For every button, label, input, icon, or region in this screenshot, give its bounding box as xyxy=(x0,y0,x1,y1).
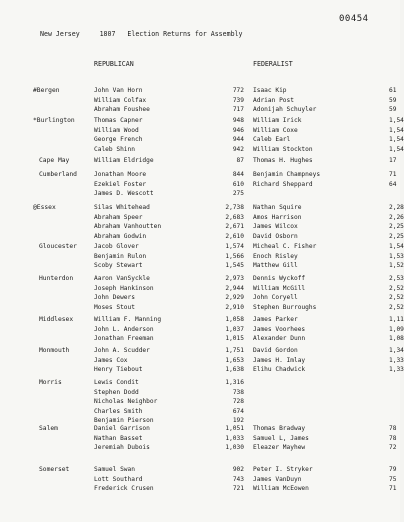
republican-votes: 1,015 xyxy=(225,335,244,342)
republican-candidate: Caleb Shinn xyxy=(94,145,135,153)
republican-votes: 275 xyxy=(232,190,244,197)
county-name: Gloucester xyxy=(39,243,77,250)
republican-votes: 1,653 xyxy=(225,356,244,364)
republican-votes: 1,058 xyxy=(225,316,244,323)
federalist-votes: 72 xyxy=(389,444,397,451)
county-name: Monmouth xyxy=(39,347,70,354)
federalist-candidate: David Osborn xyxy=(253,232,298,240)
return-row xyxy=(0,252,404,261)
return-row xyxy=(0,417,400,425)
republican-candidate: Abraham Vanhoutten xyxy=(94,223,162,230)
republican-candidate: William Colfax xyxy=(94,96,147,104)
return-row xyxy=(0,325,404,334)
return-row xyxy=(0,97,400,105)
republican-candidate: Lott Southard xyxy=(94,475,143,483)
republican-candidate: James D. Wescott xyxy=(94,190,154,197)
return-row xyxy=(0,284,404,293)
republican-votes: 1,030 xyxy=(225,444,244,451)
republican-candidate: Jonathan Freeman xyxy=(94,335,154,342)
republican-candidate: Frederick Crusen xyxy=(94,485,154,492)
republican-votes: 2,738 xyxy=(225,204,244,211)
return-row xyxy=(0,157,400,165)
federalist-votes: 64 xyxy=(389,180,397,188)
return-row xyxy=(0,356,404,365)
federalist-candidate: James Wilcox xyxy=(253,223,298,230)
federalist-candidate: Peter I. Stryker xyxy=(253,466,313,473)
federalist-column-heading: FEDERALIST xyxy=(253,60,293,68)
federalist-candidate: Isaac Kip xyxy=(253,87,287,94)
federalist-votes: 1,08 xyxy=(389,335,404,342)
federalist-votes: 75 xyxy=(389,475,397,483)
federalist-candidate: Enoch Risley xyxy=(253,252,298,260)
federalist-candidate: James H. Imlay xyxy=(253,356,306,364)
republican-candidate: John A. Scudder xyxy=(94,347,150,354)
federalist-candidate: Caleb Earl xyxy=(253,136,291,143)
return-row xyxy=(0,213,404,222)
federalist-candidate: Benjamin Champneys xyxy=(253,171,321,178)
republican-votes: 948 xyxy=(232,117,244,124)
republican-candidate: Joseph Hankinson xyxy=(94,284,154,292)
republican-candidate: Abraham Speer xyxy=(94,213,143,221)
republican-candidate: Abraham Foushee xyxy=(94,106,150,113)
republican-votes: 743 xyxy=(232,475,244,483)
republican-candidate: William F. Manning xyxy=(94,316,162,323)
republican-votes: 738 xyxy=(232,388,244,396)
republican-candidate: John L. Anderson xyxy=(94,325,154,333)
republican-candidate: Nicholas Neighbor xyxy=(94,398,158,405)
republican-votes: 1,051 xyxy=(225,425,244,432)
county-name: @Essex xyxy=(33,204,56,211)
republican-candidate: John Dewers xyxy=(94,294,135,301)
republican-votes: 610 xyxy=(232,180,244,188)
federalist-votes: 1,54 xyxy=(389,136,404,143)
republican-votes: 2,910 xyxy=(225,303,244,311)
republican-votes: 944 xyxy=(232,136,244,143)
federalist-candidate: Adrian Post xyxy=(253,96,294,104)
federalist-candidate: Samuel L, James xyxy=(253,434,309,442)
return-row xyxy=(0,145,404,154)
return-row xyxy=(0,275,404,283)
return-row xyxy=(0,294,404,302)
return-row xyxy=(0,117,404,125)
federalist-votes: 1,53 xyxy=(389,252,404,260)
return-row xyxy=(0,476,400,484)
county-name: #Bergen xyxy=(33,87,60,94)
title-state: New Jersey xyxy=(40,30,80,38)
federalist-votes: 2,25 xyxy=(389,232,404,240)
federalist-votes: 1,09 xyxy=(389,325,404,333)
republican-votes: 902 xyxy=(232,466,244,473)
return-row xyxy=(0,347,404,355)
federalist-votes: 2,53 xyxy=(389,275,404,282)
return-row xyxy=(0,435,400,443)
federalist-candidate: David Gordon xyxy=(253,347,298,354)
republican-column-heading: REPUBLICAN xyxy=(94,60,134,68)
republican-candidate: Thomas Capner xyxy=(94,117,143,124)
return-row xyxy=(0,87,400,95)
federalist-candidate: Eleazer Mayhew xyxy=(253,444,306,451)
federalist-votes: 1,33 xyxy=(389,366,404,373)
republican-votes: 1,316 xyxy=(225,379,244,386)
republican-votes: 1,751 xyxy=(225,347,244,354)
return-row xyxy=(0,303,404,312)
republican-candidate: James Cox xyxy=(94,356,128,364)
federalist-candidate: William McEowen xyxy=(253,485,309,492)
county-name: Middlesex xyxy=(39,316,74,323)
return-row xyxy=(0,444,400,452)
republican-votes: 2,610 xyxy=(225,232,244,240)
federalist-candidate: Stephen Burroughs xyxy=(253,303,317,311)
republican-votes: 2,973 xyxy=(225,275,244,282)
republican-votes: 844 xyxy=(232,171,244,178)
county-name: *Burlington xyxy=(33,117,75,124)
federalist-votes: 61 xyxy=(389,87,397,94)
return-row xyxy=(0,204,404,212)
republican-candidate: Henry Tiebout xyxy=(94,366,143,373)
republican-candidate: Aaron VanSyckle xyxy=(94,275,150,282)
republican-votes: 728 xyxy=(232,398,244,405)
return-row xyxy=(0,232,404,241)
republican-candidate: Daniel Garrison xyxy=(94,425,150,432)
federalist-candidate: Thomas H. Hughes xyxy=(253,157,313,164)
federalist-votes: 1,33 xyxy=(389,356,404,364)
return-row xyxy=(0,398,400,406)
republican-votes: 1,566 xyxy=(225,252,244,260)
federalist-votes: 1,54 xyxy=(389,145,404,153)
return-row xyxy=(0,171,400,179)
republican-candidate: Ezekiel Foster xyxy=(94,180,147,188)
federalist-votes: 1,34 xyxy=(389,347,404,354)
federalist-candidate: Elihu Chadwick xyxy=(253,366,306,373)
document-number: 00454 xyxy=(339,14,369,24)
republican-candidate: Charles Smith xyxy=(94,407,143,415)
republican-candidate: Jacob Glover xyxy=(94,243,139,250)
federalist-candidate: William Stockton xyxy=(253,145,313,153)
federalist-votes: 2,52 xyxy=(389,284,404,292)
federalist-votes: 2,52 xyxy=(389,303,404,311)
federalist-votes: 1,54 xyxy=(389,117,404,124)
return-row xyxy=(0,389,400,397)
republican-candidate: John Van Horn xyxy=(94,87,143,94)
republican-votes: 739 xyxy=(232,96,244,104)
republican-votes: 1,545 xyxy=(225,262,244,269)
federalist-candidate: James Parker xyxy=(253,316,298,323)
return-row xyxy=(0,316,404,324)
federalist-candidate: William Coxe xyxy=(253,126,298,134)
republican-candidate: Benjamin Rulon xyxy=(94,252,147,260)
federalist-votes: 2,25 xyxy=(389,223,404,230)
federalist-candidate: James VanDuyn xyxy=(253,475,302,483)
county-name: Cape May xyxy=(39,157,70,164)
return-row xyxy=(0,126,404,135)
title-year: 1807 xyxy=(99,30,116,38)
federalist-candidate: James Voorhees xyxy=(253,325,306,333)
republican-votes: 1,037 xyxy=(225,325,244,333)
county-name: Cumberland xyxy=(39,171,77,178)
republican-candidate: Moses Stout xyxy=(94,303,135,311)
republican-candidate: Jeremiah Dubois xyxy=(94,444,150,451)
republican-votes: 2,683 xyxy=(225,213,244,221)
federalist-votes: 59 xyxy=(389,106,397,113)
republican-votes: 721 xyxy=(232,485,244,492)
return-row xyxy=(0,136,404,144)
republican-candidate: George French xyxy=(94,136,143,143)
county-name: Morris xyxy=(39,379,62,386)
federalist-candidate: Nathan Squire xyxy=(253,204,302,211)
republican-votes: 192 xyxy=(232,417,244,424)
republican-candidate: Stephen Dodd xyxy=(94,388,139,396)
document-title xyxy=(40,30,243,38)
republican-votes: 2,944 xyxy=(225,284,244,292)
republican-candidate: Silas Whitehead xyxy=(94,204,150,211)
republican-votes: 87 xyxy=(236,157,244,164)
federalist-candidate: William McGill xyxy=(253,284,306,292)
federalist-votes: 2,26 xyxy=(389,213,404,221)
federalist-candidate: William Irick xyxy=(253,117,302,124)
republican-candidate: Benjamin Pierson xyxy=(94,417,154,424)
return-row xyxy=(0,243,404,251)
federalist-candidate: Richard Sheppard xyxy=(253,180,313,188)
federalist-votes: 2,28 xyxy=(389,204,404,211)
return-row xyxy=(0,425,400,433)
republican-votes: 717 xyxy=(232,106,244,113)
return-row xyxy=(0,408,400,416)
republican-votes: 2,929 xyxy=(225,294,244,301)
county-name: Somerset xyxy=(39,466,70,473)
return-row xyxy=(0,262,404,270)
return-row xyxy=(0,181,400,189)
return-row xyxy=(0,223,404,231)
county-name: Salem xyxy=(39,425,58,432)
federalist-candidate: Alexander Dunn xyxy=(253,335,306,342)
republican-votes: 942 xyxy=(232,145,244,153)
federalist-candidate: Dennis Wyckoff xyxy=(253,275,306,282)
republican-votes: 772 xyxy=(232,87,244,94)
federalist-votes: 79 xyxy=(389,466,397,473)
federalist-votes: 71 xyxy=(389,171,397,178)
federalist-votes: 78 xyxy=(389,434,397,442)
federalist-votes: 1,11 xyxy=(389,316,404,323)
county-name: Hunterdon xyxy=(39,275,74,282)
republican-votes: 1,033 xyxy=(225,434,244,442)
republican-votes: 2,671 xyxy=(225,223,244,230)
federalist-votes: 71 xyxy=(389,485,397,492)
federalist-candidate: Matthew Gill xyxy=(253,262,298,269)
return-row xyxy=(0,366,404,374)
republican-votes: 946 xyxy=(232,126,244,134)
return-row xyxy=(0,466,400,474)
federalist-votes: 1,54 xyxy=(389,126,404,134)
republican-candidate: Nathan Basset xyxy=(94,434,143,442)
federalist-votes: 59 xyxy=(389,96,397,104)
federalist-votes: 1,54 xyxy=(389,243,404,250)
return-row xyxy=(0,335,404,343)
return-row xyxy=(0,379,400,387)
federalist-votes: 1,52 xyxy=(389,262,404,269)
federalist-candidate: Amos Harrison xyxy=(253,213,302,221)
republican-candidate: Abraham Godwin xyxy=(94,232,147,240)
republican-candidate: Scoby Stewart xyxy=(94,262,143,269)
republican-votes: 674 xyxy=(232,407,244,415)
federalist-votes: 78 xyxy=(389,425,397,432)
return-row xyxy=(0,106,400,114)
federalist-candidate: Adonijah Schuyler xyxy=(253,106,317,113)
return-row xyxy=(0,190,400,198)
republican-candidate: Lewis Condit xyxy=(94,379,139,386)
federalist-votes: 2,52 xyxy=(389,294,404,301)
republican-candidate: Samuel Swan xyxy=(94,466,135,473)
republican-votes: 1,638 xyxy=(225,366,244,373)
federalist-candidate: John Coryell xyxy=(253,294,298,301)
federalist-votes: 17 xyxy=(389,157,397,164)
republican-votes: 1,574 xyxy=(225,243,244,250)
republican-candidate: William Wood xyxy=(94,126,139,134)
federalist-candidate: Thomas Bradway xyxy=(253,425,306,432)
federalist-candidate: Micheal C. Fisher xyxy=(253,243,317,250)
republican-candidate: William Eldridge xyxy=(94,157,154,164)
republican-candidate: Jonathan Moore xyxy=(94,171,147,178)
title-heading: Election Returns for Assembly xyxy=(127,30,243,38)
return-row xyxy=(0,485,400,493)
